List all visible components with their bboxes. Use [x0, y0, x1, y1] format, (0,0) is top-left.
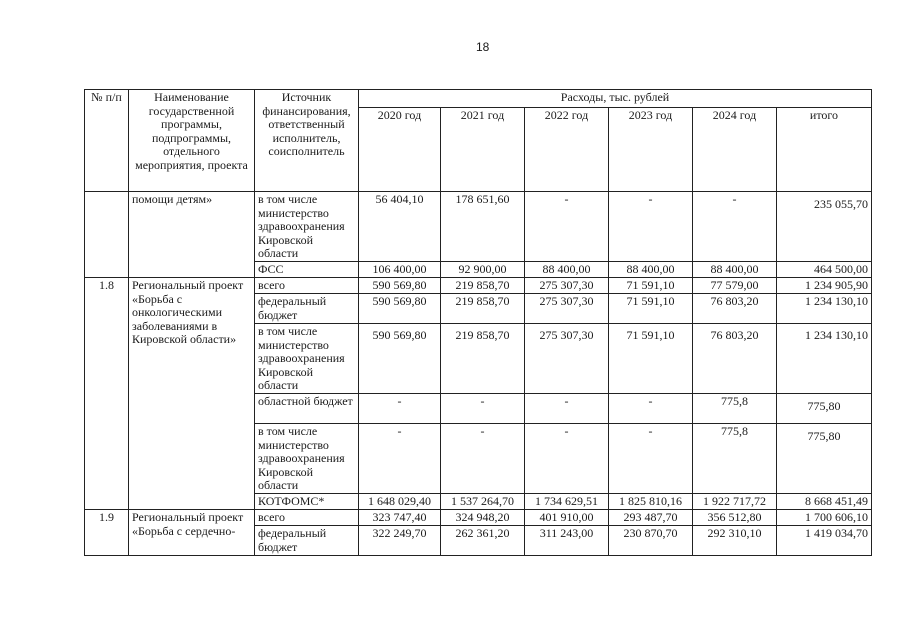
value-2024: 88 400,00 — [693, 262, 777, 278]
header-year-2020: 2020 год — [359, 108, 441, 192]
value-2021: 219 858,70 — [441, 324, 525, 394]
row-source: всего — [255, 278, 359, 294]
value-2022: - — [525, 192, 609, 262]
value-total: 464 500,00 — [777, 262, 872, 278]
value-total: 8 668 451,49 — [777, 494, 872, 510]
row-source: ФСС — [255, 262, 359, 278]
value-2021: 1 537 264,70 — [441, 494, 525, 510]
value-2021: 219 858,70 — [441, 278, 525, 294]
value-2023: - — [609, 394, 693, 424]
value-2024: 775,8 — [693, 394, 777, 424]
value-2023: - — [609, 424, 693, 494]
row-source: федеральный бюджет — [255, 526, 359, 556]
value-2020: - — [359, 394, 441, 424]
value-2020: - — [359, 424, 441, 494]
value-2022: 275 307,30 — [525, 324, 609, 394]
row-number: 1.8 — [85, 278, 129, 510]
value-2023: 1 825 810,16 — [609, 494, 693, 510]
value-total: 1 700 606,10 — [777, 510, 872, 526]
value-2023: 71 591,10 — [609, 294, 693, 324]
page-number: 18 — [476, 40, 490, 54]
row-source: в том числе министерство здравоохранения Кировской области — [255, 192, 359, 262]
row-source: областной бюджет — [255, 394, 359, 424]
value-2020: 590 569,80 — [359, 294, 441, 324]
value-2020: 56 404,10 — [359, 192, 441, 262]
header-row — [85, 90, 872, 108]
value-2021: - — [441, 394, 525, 424]
header-number: № п/п — [85, 90, 129, 192]
value-2022: 88 400,00 — [525, 262, 609, 278]
value-2021: 92 900,00 — [441, 262, 525, 278]
row-name: Региональный проект «Борьба с сердечно- — [129, 510, 255, 556]
value-2022: 1 734 629,51 — [525, 494, 609, 510]
value-2023: 230 870,70 — [609, 526, 693, 556]
value-2022: - — [525, 394, 609, 424]
value-2020: 1 648 029,40 — [359, 494, 441, 510]
value-2022: 275 307,30 — [525, 278, 609, 294]
header-expenses: Расходы, тыс. рублей — [359, 90, 872, 108]
value-2021: - — [441, 424, 525, 494]
row-number — [85, 192, 129, 278]
value-2020: 106 400,00 — [359, 262, 441, 278]
table-row — [85, 278, 872, 294]
value-2022: 311 243,00 — [525, 526, 609, 556]
row-name: Региональный проект «Борьба с онкологическими заболеваниями в Кировской области» — [129, 278, 255, 510]
value-2023: - — [609, 192, 693, 262]
header-year-2024: 2024 год — [693, 108, 777, 192]
value-2024: 76 803,20 — [693, 294, 777, 324]
header-source: Источник финансирования, ответственный исполнитель, соисполнитель — [255, 90, 359, 192]
value-total: 1 234 130,10 — [777, 294, 872, 324]
budget-table — [84, 89, 872, 556]
value-total: 775,80 — [777, 394, 872, 424]
table-row — [85, 192, 872, 262]
row-source: КОТФОМС* — [255, 494, 359, 510]
value-total: 1 234 130,10 — [777, 324, 872, 394]
value-2020: 322 249,70 — [359, 526, 441, 556]
value-total: 1 234 905,90 — [777, 278, 872, 294]
row-name: помощи детям» — [129, 192, 255, 278]
header-year-2023: 2023 год — [609, 108, 693, 192]
header-total: итого — [777, 108, 872, 192]
value-2023: 293 487,70 — [609, 510, 693, 526]
value-2020: 323 747,40 — [359, 510, 441, 526]
row-source: всего — [255, 510, 359, 526]
value-2022: - — [525, 424, 609, 494]
value-2021: 324 948,20 — [441, 510, 525, 526]
table-row — [85, 510, 872, 526]
value-2024: - — [693, 192, 777, 262]
value-2024: 775,8 — [693, 424, 777, 494]
value-2023: 71 591,10 — [609, 278, 693, 294]
value-total: 1 419 034,70 — [777, 526, 872, 556]
value-2020: 590 569,80 — [359, 278, 441, 294]
value-2021: 262 361,20 — [441, 526, 525, 556]
value-2024: 356 512,80 — [693, 510, 777, 526]
value-2024: 292 310,10 — [693, 526, 777, 556]
value-2024: 77 579,00 — [693, 278, 777, 294]
value-2024: 76 803,20 — [693, 324, 777, 394]
value-2022: 401 910,00 — [525, 510, 609, 526]
header-name: Наименование государственной программы, подпрограммы, отдельного мероприятия, проекта — [129, 90, 255, 192]
header-year-2021: 2021 год — [441, 108, 525, 192]
value-total: 775,80 — [777, 424, 872, 494]
value-2023: 71 591,10 — [609, 324, 693, 394]
value-2021: 219 858,70 — [441, 294, 525, 324]
header-year-2022: 2022 год — [525, 108, 609, 192]
row-source: в том числе министерство здравоохранения Кировской области — [255, 324, 359, 394]
value-2020: 590 569,80 — [359, 324, 441, 394]
value-2024: 1 922 717,72 — [693, 494, 777, 510]
value-2023: 88 400,00 — [609, 262, 693, 278]
row-source: в том числе министерство здравоохранения Кировской области — [255, 424, 359, 494]
row-number: 1.9 — [85, 510, 129, 556]
value-2022: 275 307,30 — [525, 294, 609, 324]
value-total: 235 055,70 — [777, 192, 872, 262]
value-2021: 178 651,60 — [441, 192, 525, 262]
row-source: федеральный бюджет — [255, 294, 359, 324]
